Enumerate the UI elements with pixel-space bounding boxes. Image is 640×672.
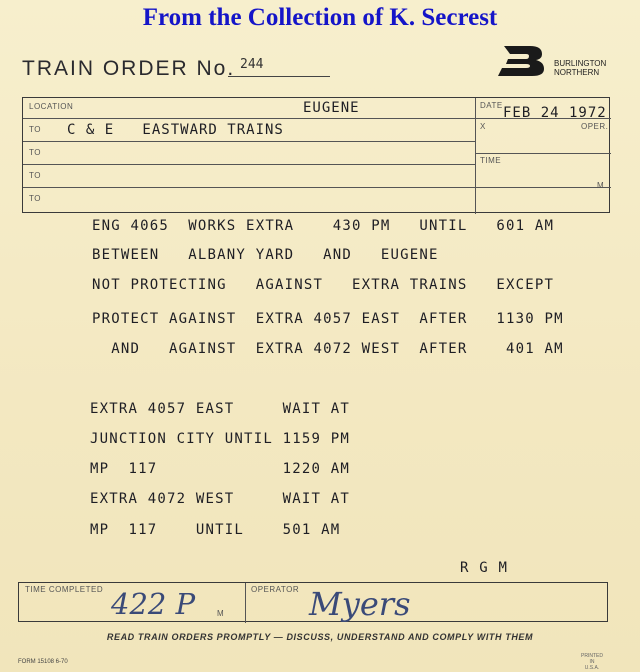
operator-label: OPERATOR [251,585,300,594]
header-rule [23,187,611,188]
form-title: TRAIN ORDER No. [22,57,236,80]
order-line: PROTECT AGAINST EXTRA 4057 EAST AFTER 1130 PM [92,311,564,327]
oper-label: OPER. [581,122,609,131]
footer-grid [18,582,608,622]
order-line: NOT PROTECTING AGAINST EXTRA TRAINS EXCEPT [92,277,555,293]
time-label: TIME [480,156,502,165]
instructions: READ TRAIN ORDERS PROMPTLY — DISCUSS, UNDERSTAND AND COMPLY WITH THEM [106,632,534,642]
header-divider [475,98,476,214]
to-label: TO [29,125,41,134]
railroad-name-line1: BURLINGTON [554,59,607,68]
location-label: LOCATION [29,102,74,111]
order-number-underline [228,76,330,77]
form-number: FORM 15108 6-70 [18,659,68,665]
header-rule [475,153,611,154]
order-line: MP 117 1220 AM [90,461,350,477]
order-line: MP 117 UNTIL 501 AM [90,522,341,538]
time-completed-m-label: M [217,609,225,618]
order-line: AND AGAINST EXTRA 4072 WEST AFTER 401 AM [92,341,564,357]
railroad-name-line2: NORTHERN [554,68,600,77]
dispatcher-initials: R G M [460,560,509,576]
collection-watermark: From the Collection of K. Secrest [142,4,498,31]
burlington-northern-logo-icon [496,44,548,78]
to-label: TO [29,171,41,180]
m-label: M [597,181,605,190]
footer-divider [245,583,246,623]
date-value: FEB 24 1972 [503,105,607,121]
header-grid [22,97,610,213]
operator-signature: Myers [309,585,411,623]
time-completed-label: TIME COMPLETED [25,585,104,594]
header-rule [23,164,475,165]
to-label: TO [29,194,41,203]
order-line: ENG 4065 WORKS EXTRA 430 PM UNTIL 601 AM [92,218,555,234]
location-value: EUGENE [303,100,360,116]
to-value: C & E EASTWARD TRAINS [67,122,284,138]
order-number: 244 [240,57,264,72]
date-label: DATE [480,101,503,110]
order-line: JUNCTION CITY UNTIL 1159 PM [90,431,350,447]
to-label: TO [29,148,41,157]
order-line: EXTRA 4057 EAST WAIT AT [90,401,350,417]
time-completed-value: 422 P [111,587,196,621]
order-line: EXTRA 4072 WEST WAIT AT [90,491,350,507]
order-line: BETWEEN ALBANY YARD AND EUGENE [92,247,439,263]
x-label: X [480,122,486,131]
printer-stamp: PRINTED IN U.S.A. [581,653,603,671]
header-rule [23,141,475,142]
